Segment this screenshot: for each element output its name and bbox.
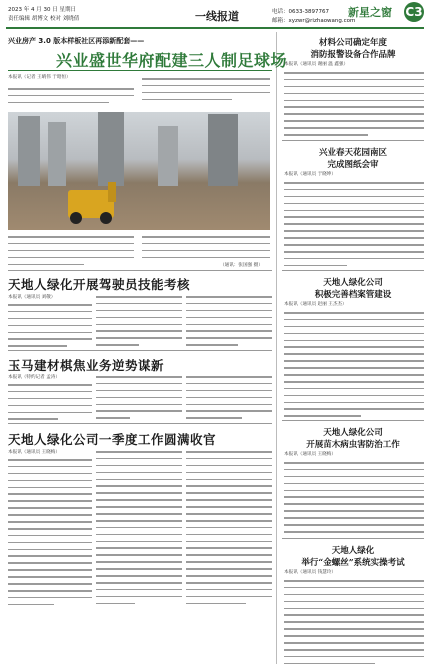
- side3-title-a: 天地人绿化公司: [323, 278, 383, 288]
- side3-title-b: 积极完善档案管建设: [314, 290, 392, 300]
- story4-col3: [186, 451, 272, 609]
- side1-title-b: 消防报警设备合作品牌: [310, 50, 396, 60]
- side1-body: [284, 72, 424, 141]
- section-rule-2: [8, 350, 272, 351]
- section-title: 一线报道: [195, 10, 239, 23]
- contact-phone: 电话：0633-3897767: [272, 9, 329, 15]
- side2-body: [284, 182, 424, 272]
- side1-byline: 本报讯（通讯员 谢丽 温 鑫强）: [284, 62, 349, 67]
- lead-byline: 本报讯（记者 王晴伟 于昭恒）: [8, 75, 71, 80]
- side1-title-a: 材料公司确定年度: [318, 38, 387, 48]
- side2-title-a: 兴业春天花园南区: [318, 148, 387, 158]
- page-number: C3: [404, 2, 424, 22]
- side-rule-3: [282, 420, 424, 421]
- story3-col1: [8, 384, 92, 425]
- story2-byline: 本报讯（通讯员 刘敬）: [8, 295, 56, 300]
- lead-body-col2-top: [142, 78, 270, 106]
- side2-title-b: 完成图纸会审: [327, 160, 379, 170]
- construction-photo: [8, 112, 270, 230]
- side5-title-a: 天地人绿化: [331, 546, 375, 556]
- column-divider: [276, 32, 277, 664]
- lead-body-col2-bottom: [142, 236, 270, 264]
- side-rule-4: [282, 538, 424, 539]
- lead-rule: [8, 70, 272, 71]
- story4-col1: [8, 459, 92, 611]
- story4-headline: 天地人绿化公司一季度工作圆满收官: [8, 432, 217, 447]
- story3-col2: [96, 376, 182, 424]
- story2-col1: [8, 304, 92, 352]
- contact-email: 邮箱：xyzwr@rizhaowang.com: [272, 18, 356, 24]
- side4-title-b: 开展苗木病虫害防治工作: [306, 440, 400, 450]
- story3-byline: 本报讯（特约记者 孟涛）: [8, 375, 60, 380]
- side4-title-a: 天地人绿化公司: [323, 428, 383, 438]
- newspaper-logo: 新星之窗: [348, 6, 392, 19]
- story2-col3: [186, 296, 272, 351]
- side4-body: [284, 462, 424, 545]
- side2-byline: 本报讯（通讯员 于晓坤）: [284, 172, 336, 177]
- story2-headline: 天地人绿化开展驾驶员技能考核: [8, 277, 191, 292]
- side4-byline: 本报讯（通讯员 王晓梅）: [284, 452, 336, 457]
- section-rule-3: [8, 423, 272, 424]
- story3-headline: 玉马建材棋焦业务逆势谋新: [8, 358, 165, 373]
- lead-body-col1-top: [8, 88, 134, 109]
- side3-byline: 本报讯（通讯员 赵丽 王杰杰）: [284, 302, 347, 307]
- lead-headline: 兴业盛世华府配建三人制足球场: [56, 51, 288, 70]
- story4-byline: 本报讯（通讯员 王晓梅）: [8, 450, 60, 455]
- story2-col2: [96, 296, 182, 351]
- side-rule-2: [282, 270, 424, 271]
- lead-body-col1-bottom: [8, 236, 134, 270]
- section-rule-1: [8, 270, 272, 271]
- side5-title-b: 举行“金螺丝”系统实操考试: [301, 558, 405, 568]
- issue-date: 2023 年 4 月 30 日 星期日: [8, 7, 76, 13]
- side5-byline: 本报讯（通讯员 钱慧玲）: [284, 570, 336, 575]
- lead-kicker: 兴业房产 3.0 版本样板社区再添新配套——: [8, 37, 145, 45]
- story3-col3: [186, 376, 272, 424]
- editor-line: 责任编辑 胡博文 校对 刘晓倩: [8, 16, 80, 22]
- header-rule: [6, 27, 424, 29]
- side-rule-1: [282, 140, 424, 141]
- story4-col2: [96, 451, 182, 609]
- side3-body: [284, 312, 424, 422]
- side5-body: [284, 580, 424, 670]
- photo-caption: （通讯：张国强 摄）: [220, 263, 263, 268]
